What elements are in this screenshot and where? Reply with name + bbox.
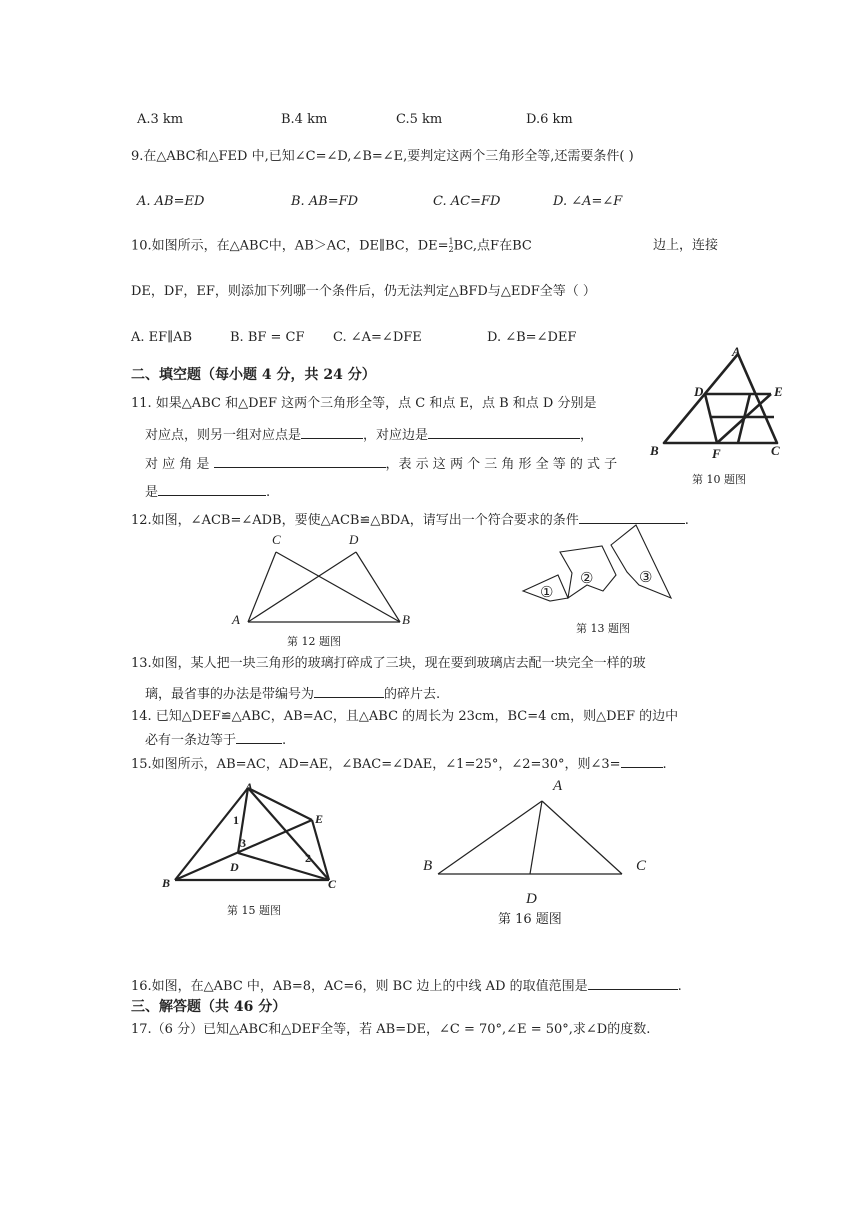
q10-stem-line2: DE，DF，EF，则添加下列哪一个条件后，仍无法判定△BFD与△EDF全等（ ） <box>131 284 596 299</box>
fig12-caption: 第 12 题图 <box>287 635 341 648</box>
q11-line4a: 是 <box>145 485 159 500</box>
fig10-label-c: C <box>771 443 780 458</box>
q10-stem-a: 10.如图所示，在△ABC中，AB＞AC，DE∥BC，DE= <box>131 238 449 254</box>
q15-end: . <box>662 757 667 772</box>
fig15-label-c: C <box>328 877 337 891</box>
fig12-diagram <box>228 530 418 630</box>
q12-text: 12.如图，∠ACB=∠ADB，要使△ACB≌△BDA，请写出一个符合要求的条件 <box>131 513 579 528</box>
fig12-segment-ad <box>248 552 356 622</box>
q10-option-b: B. BF = CF <box>230 330 305 345</box>
fig13-caption: 第 13 题图 <box>576 622 630 635</box>
q16-text: 16.如图，在△ABC 中，AB=8，AC=6，则 BC 边上的中线 AD 的取值范围是 <box>131 979 588 994</box>
q10-stem-line1 <box>131 238 532 255</box>
section-2-heading: 二、填空题（每小题 4 分，共 24 分） <box>131 367 376 383</box>
fig10-label-d: D <box>694 384 704 399</box>
fig13-label-1: ① <box>540 585 554 601</box>
q11-blank-4[interactable] <box>158 483 266 496</box>
fig15-angle-1: 1 <box>233 813 239 827</box>
q14-line2b: . <box>282 733 287 748</box>
q8-option-b: B.4 km <box>281 112 328 127</box>
fig10-label-f: F <box>712 446 721 461</box>
fig13-piece-3 <box>611 525 671 598</box>
fig12-label-c: C <box>272 532 281 547</box>
q11-blank-2[interactable] <box>428 426 580 439</box>
q11-line1: 11. 如果△ABC 和△DEF 这两个三角形全等，点 C 和点 E，点 B 和点 D 分别是 <box>131 396 597 411</box>
q16-line <box>131 977 682 995</box>
fig10-label-e: E <box>774 384 783 399</box>
fig16-caption: 第 16 题图 <box>498 912 562 927</box>
q11-line3b: ，表 示 这 两 个 三 角 形 全 等 的 式 子 <box>385 457 618 472</box>
fig12-label-d: D <box>349 532 359 547</box>
q11-line2 <box>145 426 593 444</box>
fig15-segment-be <box>175 820 312 880</box>
q16-end: . <box>677 979 682 994</box>
q11-line2b: ，对应边是 <box>363 428 429 443</box>
q14-line1: 14. 已知△DEF≌△ABC，AB=AC，且△ABC 的周长为 23cm，BC=4 cm，则△DEF 的边中 <box>131 709 679 724</box>
fig12-segment-db <box>356 552 400 622</box>
fig10-segment-df <box>705 394 717 443</box>
q9-option-d: D. ∠A=∠F <box>553 194 623 209</box>
q8-option-d: D.6 km <box>526 112 573 127</box>
fig15-label-d: D <box>230 860 239 874</box>
q10-frac-num: 1 <box>448 237 454 246</box>
q14-line2 <box>145 731 286 749</box>
q10-option-d: D. ∠B=∠DEF <box>487 330 577 345</box>
fig12-segment-ac <box>248 552 276 622</box>
fig15-label-a: A <box>245 780 254 794</box>
q10-option-a: A. EF∥AB <box>131 330 193 345</box>
q9-option-c: C. AC=FD <box>433 194 501 209</box>
fig16-diagram <box>420 775 660 910</box>
q13-line2 <box>145 685 440 703</box>
q12-blank[interactable] <box>579 511 685 524</box>
q8-option-c: C.5 km <box>396 112 443 127</box>
q8-option-a: A.3 km <box>137 112 184 127</box>
fig15-segment-ae <box>248 788 312 820</box>
fig16-label-a: A <box>553 778 563 794</box>
q10-frac-den: 2 <box>448 245 454 254</box>
q11-line2a: 对应点，则另一组对应点是 <box>145 428 302 443</box>
q15-blank[interactable] <box>621 755 663 768</box>
fig16-label-c: C <box>636 858 647 874</box>
fig10-label-a: A <box>732 344 741 359</box>
q11-line4 <box>145 483 270 501</box>
q10-stem-c: 边上，连接 <box>653 238 719 253</box>
q10-stem-b: BC,点F在BC <box>453 238 532 254</box>
fig15-label-b: B <box>162 876 171 890</box>
q13-line2b: 的碎片去. <box>384 687 441 702</box>
fig16-label-b: B <box>423 858 433 874</box>
q15-text: 15.如图所示，AB=AC，AD=AE，∠BAC=∠DAE，∠1=25°，∠2=30°，则∠3= <box>131 757 621 772</box>
q11-line3 <box>145 455 617 473</box>
fig12-label-a: A <box>232 612 240 627</box>
q13-line2a: 璃，最省事的办法是带编号为 <box>145 687 315 702</box>
fig12-segment-cb <box>276 552 400 622</box>
q11-blank-3[interactable] <box>214 455 386 468</box>
q11-line2c: ， <box>580 428 594 443</box>
fig13-label-3: ③ <box>639 570 653 586</box>
q10-option-c: C. ∠A=∠DFE <box>333 330 422 345</box>
fig15-angle-3: 3 <box>240 836 246 850</box>
fig15-segment-dc <box>238 853 329 880</box>
fig10-diagram <box>650 342 790 462</box>
fig15-angle-2: 2 <box>305 851 311 865</box>
fig10-label-b: B <box>650 443 659 458</box>
fig13-diagram <box>520 525 680 610</box>
fig16-segment-ab <box>438 801 542 874</box>
q16-blank[interactable] <box>588 977 678 990</box>
q11-blank-1[interactable] <box>301 426 363 439</box>
fig16-segment-ac <box>542 801 622 874</box>
q9-option-a: A. AB=ED <box>137 194 205 209</box>
fig16-median-ad <box>530 801 542 874</box>
fig10-triangle-abc <box>664 354 777 443</box>
q17-text: 17.（6 分）已知△ABC和△DEF全等，若 AB=DE，∠C = 70°,∠E = 50°,求∠D的度数. <box>131 1022 651 1037</box>
section-3-heading: 三、解答题（共 46 分） <box>131 999 287 1015</box>
fig15-diagram <box>160 778 350 893</box>
fig12-label-b: B <box>402 612 410 627</box>
q9-stem: 9.在△ABC和△FED 中,已知∠C=∠D,∠B=∠E,要判定这两个三角形全等,还需要条件( ) <box>131 149 634 164</box>
fig13-label-2: ② <box>580 571 594 587</box>
q9-option-b: B. AB=FD <box>291 194 359 209</box>
q14-blank[interactable] <box>236 731 282 744</box>
q15-line <box>131 755 667 773</box>
fig15-caption: 第 15 题图 <box>227 904 281 917</box>
q13-blank[interactable] <box>314 685 384 698</box>
q11-line4b: . <box>266 485 271 500</box>
fig10-caption: 第 10 题图 <box>692 473 746 486</box>
fig16-label-d: D <box>526 891 537 907</box>
q13-line1: 13.如图，某人把一块三角形的玻璃打碎成了三块，现在要到玻璃店去配一块完全一样的玻 <box>131 656 646 671</box>
q12-end: . <box>684 513 689 528</box>
q11-line3a: 对 应 角 是 <box>145 457 210 472</box>
q14-line2a: 必有一条边等于 <box>145 733 237 748</box>
fig15-label-e: E <box>315 812 324 826</box>
